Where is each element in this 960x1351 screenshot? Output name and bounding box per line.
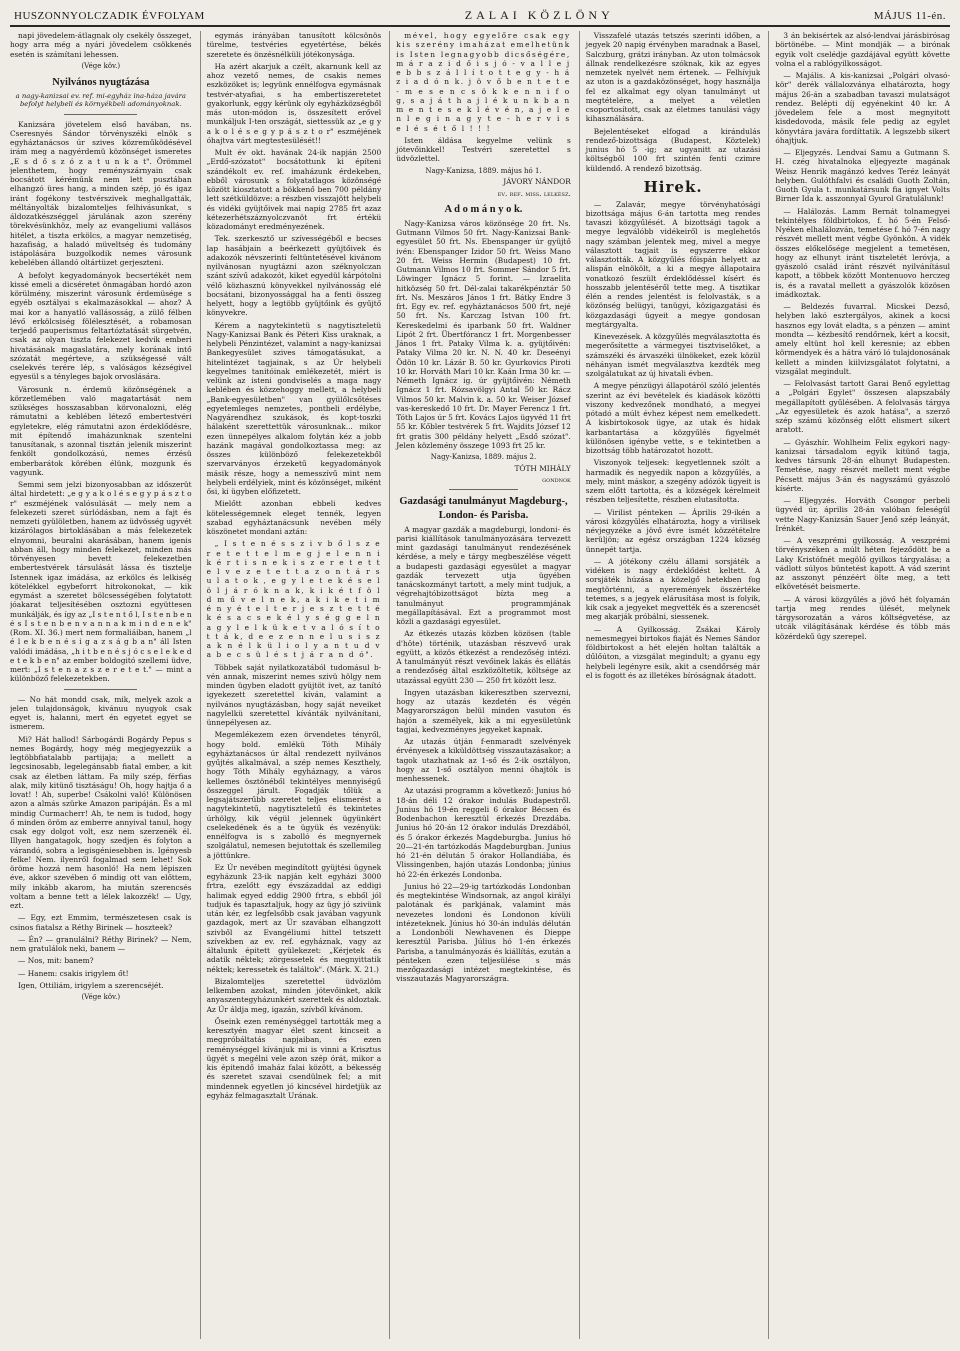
paragraph: Az utazási programm a következő: Junius hó 18-án déli 12 órakor indulás Budapestről. Junius hó 19-én reggeli 6 órakor Bécsen és Bodenbachon keresztül érkezés Drezdába. Junius hó 20-án 12 órakor indulás Drezdából, és 5 órakor érkezés Magdeburgba. Junius hó 20—21-én tartózkodás Magdeburgban. Junius hó 21-én délután 5 órakor Hollandiába, és Vlissingenben, hajón utazás Londonba; június hó 22-én érkezés Londonba. bbox=[396, 786, 571, 879]
news-item: A megye pénzügyi állapotáról szóló jelentés szerint az évi bevételek és kiadások közötti viszony kedvezőnek mondható, a megyei pótadó a múlt évhez képest nem emelkedett. A kisbirtokosok ügye, az utak és hidak karbantartása a közgyűlés figyelmét különösen igénybe vette, s e tekintetben a bizottság több határozatot hozott. bbox=[585, 381, 761, 455]
paragraph: Kanizsára jövetelem első havában, ns. Cseresnyés Sándor törvényszéki elnök s egyháztanácsos úr szives közreműködésével irám meg a nagyérdemü közönséget ismeretes „E s d ő s z ó z a t u n k a t". Örömmel jelenthetem, hogy reményszárnyain csak bocsátott kéréműnk nem lett pusztában elhangzó üres hang, a minden szép, jó és igaz iránt fogékony testvérszivek meghallgatták, méltányolták bizalomteljes felhivásunkat, s áldozatkészséggel járulának azon szerény törekvésünkhöz, mely az evangeliumi vallásos hitélet, a tiszta erkölcs, a magyar nemzetiség, hazafiság, a haladó müveltség és tudomány istápolására buzgolkodik nemes városunk kebelében állandó oltártüzet gerjeszteni. bbox=[10, 119, 192, 268]
paragraph: — Egy, ezt Emmim, természetesen csak is csinos fiatalsz a Réthy Birinek — hoszteek? bbox=[10, 913, 192, 932]
paragraph: Semmi sem jelzi bizonyosabban az időszerüt által hirdetett: „e g y a k o l é s e g y p á s z t o r" eszméjének valósulását — mely nem a felekezeti szeret súrlódásban, nem a fajt és nemzeti gyülöletben, hanem az üdvösség ugyvét kizárólagos birtoklásában a más felekezetek elnyomni, beuralni akarásában, hanem igenis abban áll, hogy minden felekezet, minden más törvényesen bevett felekezetben embertestvérek társulását lássa és tisztelje Istennek igaz imádása, az erkölcs és lelkiség kötelékkel egybeforrt hitrokonokat, — kik egymást a szeretet bölcsességében folytatott jóakarat teljesítésében osztozni együttesen munkálják, és így az „I s t e n t ő l, I s t e n b e n é s I s t e n b e n v a n n a k m i n d e n e k" (Rom. XI. 36.) mert nem formaliáiban, hanem „l é l e k b e n é s i g a z s á g b a n" áll Isten valódi imádása, „h i t b e n é s j ó c s e l e k e d e t e k b e n" az ember boldogitó szellemi üdve, mert: „I s t e n a z s z e r e t e t." — mint a különböző felekezetekben. bbox=[10, 480, 192, 684]
masthead bbox=[10, 6, 950, 27]
news-item: — Majális. A kis-kanizsai „Polgári olvasó-kör" derék vállalozványa elhatározta, hogy május 26-án a szabadban tavaszi mulatságot rendez. Belépti díj egyénekint 40 kr. A jövedelem fele a most megnyitott kisdedovoda, másik fele pedig az egylet könyvtára javára fordíttatik. A legszebb sikert óhajtjuk. bbox=[775, 71, 950, 145]
paragraph: Őseink ezen reménységgel tartották meg a keresztyén magyar élet szent kincseit a megpróbáltatás napjaiban, és ezen reménységgel kívánjuk mi is vinni a Krisztus ügyét s megélni vele azon szép órát, mikor a kis épitendő imaház falai között, a békesség és szeretet szavai csendülnek fel; a mit mindennek egyetlen jó kincsével hirdetjük az egyház felmagasztalt Urának. bbox=[206, 1016, 382, 1100]
paragraph: Isten áldása kegyelme velünk s jótevőinkkel! Testvéri szeretettel s üdvözlettel. bbox=[396, 135, 571, 164]
paragraph: Mielőtt azonban ebbeli kedves kötelességemnek eleget tennék, legyen szabad egyháztanácsunk nevében mély köszönetet mondani aztán: bbox=[206, 499, 382, 536]
divider bbox=[64, 114, 137, 115]
newspaper-title: ZALAI KÖZLÖNY bbox=[464, 8, 614, 22]
news-item: 3 án bekisértek az alsó-lendvai járásbirósag börtönébe. — Mint mondják — a birónak egyik volt cselédje gazdájával együtt követte volna el a rablógyilkosságot. bbox=[775, 31, 950, 68]
column-4 bbox=[579, 31, 761, 1339]
divider bbox=[64, 689, 137, 690]
paragraph: Bejelentéseket elfogad a kirándulás rendező-bizottsága (Budapest, Köztelek) junius hó 5 -ig; az ugyanitt az utazási költségből 100 frt szintén fenti czimre küldendő. A rendező bizottság. bbox=[585, 126, 761, 173]
news-item: — Halálozás. Lamm Bernát tolnamegyei tekintélyes földbirtokos, f. hó 5-én Felső-Nyéken elhalálozván, temetése f. hó 7-én nagy részvét mellett ment végbe Gyönkön. A vidék összes előkelősége megjelent a temetésen, hogy az elhunyt iránt tiszteletét leróvja, a gyászoló család iránt részvét nyilvánításul kapott, a többek között Montenuovo herczeg is, és a ravatal mellett a gyászolók közösen imádkoztak. bbox=[775, 206, 950, 299]
news-item: — A városi közgyűlés a jövő hét folyamán tartja meg rendes ülését, melynek tárgysorozatán a város költségvetése, az utcák világításának kérdése és több más közérdekű ügy szerepel. bbox=[775, 594, 950, 641]
paragraph: Mi? Hát hallod! Sárbogárdi Bogárdy Pepus s nemes Bogárdy, hogy még megjegyezzük a legtöbbfiatalabb partijaja; a mellett a legcsinosabb, legelegánsabb fiatal ember, a kit csak az életben láttam. Fa mily szép, férfias alak, mily kitünő tisztáságu! Oh, hogy hajtja ő a lovat! ! Ah, superbe! Csákolni való! Különösen azon a almás szürke Amazon paripáján. És a ml mindig Curmacherr! Ah, te nem is tudod, hogy ő minden öröm az emberre annyival tanul, hogy csak egy dolgot volt, esz nem szerzenék él. Illyen hangatagok, hogy szedjen és folyton a várandó, sobra a legisgéniesebben is. Igényesb felke! Nem. ilyenről fogalmad sem lehet! Sok öröme hozzá nem hasonló! Ha nem lépiszen éve, akkor szevében ő mindig ott van előttem, mily inkább akarom, ha miután szerencsés voltam a benne tett a lélek lakozzék! — Ugy, ezt. bbox=[10, 734, 192, 911]
signature-role: gondnok bbox=[542, 475, 571, 485]
paragraph: — Hanem: csakis irigylem őt! bbox=[18, 968, 129, 978]
continued-note: (Vége köv.) bbox=[81, 993, 121, 1002]
issue-date: MÁJUS 11-én. bbox=[873, 10, 946, 22]
section-heading: Gazdasági tanulmányut Magdeburg-, London- és Parisba. bbox=[399, 496, 568, 521]
paragraph: A magyar gazdák a magdeburgi, londoni- és parisi kiállítások tanulmányozására tervezett mint gazdasági tanulmányut rendezésének kérdése, a mely e tárgy megbeszélése végett a budapesti gazdasági egyesület a magyar gazdák tervezett utja ügyében tanácskozmányt tartott, a mely mint tudjuk, a végrehajtóbizottságot bízta meg a tanulmányut programmjának megállapításával. Ezt a programmot most közli a gazdasági egyesület. bbox=[396, 524, 571, 627]
news-item: — Felolvasást tartott Garai Benő egylettag a „Polgári Egylet" összesen alapszabály megállapított gyűlésében. A felolvasás tárgya „Az egyesületek és azok hatása", a szerző szép számú közönség előtt elismert sikert aratott. bbox=[775, 379, 950, 435]
news-item: — Gyászhír. Wohlheim Felix egykori nagy-kanizsai társadalom egyik kitünő tagja, kedves társunk 28-án elhunyt Budapesten. Temetése, nagy részvét mellett ment végbe Pécsett május 3-án és nagyszámú gyászoló kísérte. bbox=[775, 437, 950, 493]
signature-name: JÁVORY NÁNDOR bbox=[503, 177, 571, 187]
signature-date: Nagy-Kanizsa, 1889. május 2. bbox=[430, 453, 537, 462]
news-item: — Zalavár, megye törvényhatósági bizottsága május 6-án tartotta meg rendes tavaszi közgyűlését. A bizottsági tagok a megye legválóbb vidékeiről is meglehetős nagy számban jelentek meg, mivel a megye választott tagjait is egyszerre ekkor választották. A közgyűlés főispán helyett az alispán elnökölt, a ki a megye állapotaira vonatkozó feszült érdeklődéssel kísért és hosszabb jelentéséről tette meg. A tisztikar élén a rendes jelentést is felolvasták, s a közönség belügyi, tanügyi, közigazgatási és közgazdasági ügyeit a megye gondosan megtárgyalta. bbox=[585, 199, 761, 329]
paragraph: — No hát mondd csak, mik, melyek azok a jelen tulajdonságok, kivánuu nyugyok csak egyet is, halanni, mert én egyetet egyet se ismerem. bbox=[10, 694, 192, 732]
section-heading: Nyilvános nyugtázása bbox=[52, 76, 150, 88]
paragraph: Nagy-Kanizsa város közönsége 20 frt. Ns. Gutmann Vilmos 50 frt. Nagy-Kanizsai Bank-egyesület 50 frt. Ns. Ebenspanger úr gyüjtő ivén: Ebenspanger Izidor 50 frt. Weiss Mano 20 frt. Weiss Hermin (Budapest) 10 frt. Gutmann Vilmos 10 frt. Sommer Sándor 5 frt. Löwinger Ignácz 5 forint. — Izraelita hitközség 50 frt. Dél-zalai takarékpénztár 50 frt. Ns. Meszáros János 1 frt. Bátky Endre 3 frt. Egy ev. ref. egyháztanácsos 500 frt, nejé 50 frt. Ns. Karczag Istvan 100 frt. Kereskedelmi és iparbank 50 frt. Waldner Lipót 2 frt. Übertfórancz 1 frt. Morgenbesser János 1 frt. Pataky Vilma k. a. gyüjtőivén: Pataky Vilma 20 kr. N. N. 40 kr. Deseényi Ödön 10 kr. Lázár B. 50 kr. Gyurkovics Piroti 10 kr. Horváth Mari 10 kr. Kaán Irma 30 kr. — Németh Ignácz ig. úr gyüjtőivén: Németh Ignácz 1 frt. Rózsavölgyi Antal 50 kr. Rácz Vilmos 50 kr. Malvin k. a. 50 kr. Weiser József vas-kereskedő 10 frt. Dr. Mayer Ferencz 1 frt. Tóth Lajos úr 5 frt. Kovács Lajos ügyvéd 11 frt 55 kr. Kőbler testvérek 5 frt. Wajdits József 12 frt gratis 300 példány helyett „Esdő szózat". Jelen közlemény összege 1093 frt 25 kr. bbox=[396, 218, 571, 450]
paragraph: — Én? — granulálni? Réthy Birinek? — Nem, nem gratulálok neki, banem — bbox=[10, 934, 192, 954]
column-1 bbox=[10, 31, 192, 1339]
paragraph: Az étkezés utazás közben közösen (table d'hôte) történik, utazásban részvevő urak együtt, a közös étkezést a rendezőség intézi. A tanulmányút részt vevőinek lakás és ellátás a rendezőség által eszközöltetik, költsége az utazással együtt 230 — 250 frt között lesz. bbox=[396, 629, 571, 685]
section-heading: Hirek. bbox=[643, 177, 703, 196]
column-5 bbox=[768, 31, 950, 1339]
paragraph: Az utazás útján f-enmaradt szelvények érvényesek a kiküldöttség visszautazásakor; a tagok utazhatnak az 1-ső és 2-ik osztályon, hogy az 1-ső osztályon menni óhajtók is menhessenek. bbox=[396, 737, 571, 784]
paragraph: napi jövedelem-átlagnak oly csekély összeget, hogy arra még a nyári jövedelem csökkenés esetén is számítani lehessen. bbox=[10, 31, 192, 59]
paragraph: Tek. szerkesztő ur szívességéből e becses lap hasábjain a beérkezett gyüjtőivek és adakozók névszerinti feltüntetésével kivánom nyilvánosan nyugtázni azon széknyolczan szánt szívű adakozót, kiket egyedül kárpótolni vélő közhasznú könyvekkel nyilvánosság elé bocsátani, bizonyossággal ha a fenti összeg helyett, hogy a legtöbb gyüjtőink és gyűjtő könyvekre. bbox=[206, 234, 382, 318]
paragraph: Igen, Ottiliám, irigylem a szerencséjét. bbox=[18, 980, 164, 990]
column-3 bbox=[389, 31, 571, 1339]
news-item: — Virilist pénteken — Április 29-ikén a városi közgyűlés elhatározta, hogy a virilisek névjegyzéke a jövő évre ismét közzétételre kerüljön; az egész országban 1224 község ünnepét tartja. bbox=[585, 507, 761, 554]
paragraph: Visszafelé utazás tetszés szerinti időben, a jegyek 20 napig érvényben maradnak a Basel, Salczburg, grátzi irányban. Az uton tolmácsok állnak rendelkezésre szóknak, kik az egyes nemzetek nyelvét nem értenek. — Felhívjuk az uton is a gazdaközönséget, hogy használja fel ez alkalmat egy olyan tanulmányt ut megtételére, a melyet a véletlen csoportosított, csak az életmes tanulási vágy kihasználására. bbox=[585, 31, 761, 124]
news-item: Kinevezések. A közgyűlés megválasztotta és megerősítette a vármegyei tisztviselőket, a számszéki és árvaszéki ülnökeket, ezek közül néhányan ismét megválasztva kezdték meg szolgálatukat az új hivatali évben. bbox=[585, 332, 761, 378]
paragraph: Kérem a nagytekintetü s nagytiszteletü Nagy-Kanizsai Bank és Péteri Kiss uraknak, a helybeli Pénzintézet, valamint a nagy-kanizsai Bankegyesület szives támogatásukat, a hitelintézet tagjainak, s az Úr helybeli kegyelmes tanitóinak emlékezetét, miért is velünk az isteni gondviselés a maga nagy keblében és közzehoggy mellett, a helybeli „Bank-egyesületben" van gyülőlcsőtéses egyetemleges nemzetes, pontbeli erdélybe, Nagyárendhez szukások, és kopt-toszki hálaként szerettettük városunknak... mikor ezen ünnepélyes alkalom folytán kéz a jobb hazánk magával gondolkoztassa meg: az összes különböző felekezetekből szervarványos érzeketű kegyadományok másik része, hogy a nemesszívű mint nem helybeli erdélyiek, mint és közönséget, miként ősi, ki ügyben előfizetett. bbox=[206, 320, 382, 496]
paragraph: Városunk n. érdemü közönségének a körzetlemében való magatartását nem szükséges hosszasabban körvonalozni, elég rámutatni a keblében létező embertestvéri egyletekre, elég rámutatni azon érdeklődésre, mit építendő imaházunknak szentelni tanusítanak, s azonnal tisztán jelenik miszerint fenkölt gondolkozású, nemes érzésü emberbarátok körében élünk, mozgunk és vagyunk. bbox=[10, 384, 192, 477]
paragraph: mével, hogy egyelőre csak egy kis szerény imaházat emelhetünk is Isten legnagyobb dicsőségére, m á r a z i d ő i s j ó - v a l l e j e b b s z á l l í t o t t e g y - h á z i a d ó n k. j ö v ő b e n t e t e - m e s e n c s ö k k e n n i f o g, s a j á t h a j l é k u n k b a n m e n t e s e k l é v é n, a j e l e n l e g i n a g y t e - h e r v i s e l é s é t ő l ! ! ! bbox=[396, 31, 571, 133]
paragraph: Mult év okt. havának 24-ik napján 2500 „Erdő-szózatot" bocsátottunk ki építeni szándékolt ev. ref. imaházunk érdekeben, ebből városunk s folyatatlagos közönségé között kiosztatott a bökkenő ben 700 példány lett szétküldözve: a részben visszajött helybeli és vidéki gyüjtőivek mai napig 2785 frt azaz kétezerhétszáznyolczvanöt frt értékü közadományt eredményezének. bbox=[206, 148, 382, 231]
news-item: — Eljegyzés. Horváth Csongor perbeli ügyvéd úr, április 28-án valóban feleségül vette Nagy-Kanizsán Sauer Jenő szép leányát, Irénkét. bbox=[775, 496, 950, 533]
news-item: — Eljegyzés. Lendvai Samu a Gutmann S. H. czég hivatalnoka eljegyezte magának Weisz Henrik magánzó kedves Teréz leányát helyben. Gulóthfalvi és családi Guoth Zoltán, Guoth Gyula t. munkatársunk fia ignyet Volts Birner Ida k. asszonnyal Gyurol Gratulálunk! bbox=[775, 148, 950, 204]
article-columns bbox=[10, 31, 950, 1339]
paragraph: Ingyen utazásban kikeresztben szervezni, hogy az utazás kezdetén és végén Magyarországon belül minden vasuton és hajón a személyek, kik a mi egyesületünk tagjai, kedvezményes jegyeket kapnak. bbox=[396, 687, 571, 734]
paragraph: — Nos, mit: banem? bbox=[18, 956, 94, 966]
paragraph: „ I s t e n é s s z i v b ő l s z e r e t e t t e l m e g j e l e n n i k é r t i s n e k i s z e r e t e t t e l v e z e t e t t a z o n t á r s u l a t o k , e g y l e t e k é s e l ö l j á r ó k n a k, k i k é t f ö l d m ű v e l n e k, a k i k e t i m é n y é t e l t e r j e s z t e t t é k é s a c s e k é l y s é g g e l n a g y l e l k ü k e t v a l ó s í t o t t á k, d e e z e n n e l u s i s z a k n é l k ü l i o l y a n t u d v a b e c s ü l é s t j á r a n d ó". bbox=[206, 539, 382, 660]
signature-role: ev. ref. miss. lelkész. bbox=[497, 188, 571, 198]
column-2 bbox=[200, 31, 382, 1339]
news-item: — A veszprémi gyilkosság. A veszprémi törvényszéken a múlt héten fejeződött be a Laky Kristófnét megölő gyilkos tárgyalása; a vádlott súlyos büntetést kapott. A vád szerint az asszonyt pénzéért ölte meg, a tett elkövetését beismerte. bbox=[775, 536, 950, 592]
news-item: — A Gyilkosság. Zsákai Károly nemesmegyei birtokos fiaját és Nemes Sándor földbirtokost a hét elején holtan találták a dűlőúton, a vizsgálat megindult; a gyanu egy helybeli legényre esik, akit a csendőrség már el is fogott és az illetékes bíróságnak átadott. bbox=[585, 624, 761, 680]
news-item: — A jótékony czélu állami sorsjáték a vidéken is nagy érdeklődést keltett. A sorsjáték húzása a közelgő hetekben fog megtörténni, a nyeremények összértéke tetemes, s a jegyek elárusítása most is folyik, kik csak a jegyeket megvették és a szerencsét meg akarják próbálni, siessenek. bbox=[585, 556, 761, 622]
paragraph: Ha azért akarjuk a czélt, akarnunk kell az ahoz vezető nemes, de csakis nemes eszközöket is; legyünk ennélfogva egymásnak testvér-atyafiai, s ha embertiszeretetet gyakorlunk, eggy kérünk oly egyházközségből más uton-módon is, összesített erővel munkáljuk I-ten országát, siettessük az „e g y a k o l é s e g y p á s z t o r" eszméjének óhajtva várt megtestesülését!! bbox=[206, 61, 382, 145]
paragraph: Megemlékezem ezen örvendetes tényről, hogy bold. emlékü Tóth Mihály egyháztanácsos úr által rendezett nyilvános gyűjtés alkalmával, a szép nemes Keszthely, hogy Tóth Mihály egyháznagy, a város kellemes ösztönéből tekintélyes mennyiségű összeggel járult. Fogadják tőlük a legsajátszerűbb szeretet teljes elismerést a nagytekintetű, nagytiszteletű és tekintetes úrhölgy, kik végül jelennek ügyünkért cselekedének és a te ügyük és vezényük: ennélfogva is s zabolló és megnyernek szolgálatul, nemesen bejutottak és szellemileg a jöttünkre. bbox=[206, 730, 382, 860]
paragraph: Többek saját nyilatkozatából tudomásul b-vén annak, miszerint nemes szivü hölgy nem minden ügyben eladott gyüjtöt ivet, az tanító igyekezett szeretettel kíván, valamint a nyilvános nyugtázásban, hogy saját neveiket nagylelkü szeretettel kívánták nyilvánítani, ünnepélyesen az. bbox=[206, 662, 382, 727]
volume-label: HUSZONNYOLCZADIK ÉVFOLYAM bbox=[14, 10, 205, 22]
news-item: Viszonyok teljesek: kegyetlennek szólt a harmadik és negyedik napon a közgyűlés, a mely, mint máskor, a szegény adózók ügyeit is szem előtt tartotta, és a községek kérelmeit részben teljesítette, részben elutasította. bbox=[585, 458, 761, 505]
paragraph: Ez Úr nevében megindított gyüjtési ügynek egyházunk 23-ik napján kelt egyházi 3000 frtra, ezelőtt egy évszázaddal az eddigi halimak egyed eddig 2900 frtra, s ebből jól tudjuk és tapasztaljuk, hogy az ügy jó szivünk után kér, ez legfelsőbb csak javában vagyunk gazdagok, mert az Úr szavában elhangzott szivből az Evangéliumi hittel tetszett szívekben az ev. ref. egyháznak, vagy az általunk épitett gyülekezet: „Kérjetek és adatik néktek; zörgessetek és megnyittatik néktek; keressetek és találtok". (Márk. X. 21.) bbox=[206, 862, 382, 974]
divider bbox=[449, 489, 519, 490]
paragraph: Bizalomteljes szeretettel üdvözlöm lelkemben azokat, minden jótevőinket, akik anyaszentegyházunkért szerettek és aldoztak. Az Úr áldja meg, igazán, szívből kívánom. bbox=[206, 976, 382, 1014]
paragraph: Junius hó 22—29-ig tartózkodás Londonban és megtekintése Windsornak, az angol királyi palotának és parkjának, valamint más nevezetes londoni és Londonon kívüli intézeteknek. Június hó 30-án indulás délután a Londonbóli Newhavenen és Dieppe keresztül Parisba. Július hó 1-én érkezés Parisba, a tanulmányozás és kiállítás, ezután a pénteken ezen teljesülése s más mezőgazdasági intézet megtekintése, és visszautazás Magyarországra. bbox=[396, 881, 571, 984]
signature-name: TÓTH MIHÁLY bbox=[514, 463, 571, 473]
signature-date: Nagy-Kanizsa, 1889. május hó 1. bbox=[425, 166, 542, 175]
continued-note: (Vége köv.) bbox=[81, 61, 121, 70]
news-item: — Beldezés fuvarral. Micskei Dezső, helyben lakó esztergályos, akinek a kocsi hasznos egy lovát eladta, s a pénzen — amint mondta — kézbesítő rendőrnek, kért a kocsit, amely eltünt hol kell keresnie; az ebben körmendyek és a hátra váró ló tulajdonosának kellett a minden kiilvizsgálatot folytatni, a vizsgálat megindult. bbox=[775, 302, 950, 376]
section-heading: A d o m á n y o k. bbox=[444, 203, 523, 215]
paragraph: A befolyt kegyadományok becsertékét nem kissé emeli a dicséretet önmagában hordó azon körülmény, miszerint városunk érdemüsége s egyéb osztályai s ekalmazásokkal — ahoz? A mai kor a hanyatló vallásosság, a zülő félben lévő erkölcsiség fölélesztését, a robamosan terjedő pauperismus feltartóztatását sürgetvén, csak az olyan tiszta felekezet kedvik emberi hivatásának magaslatára, mely korának intő szózatát megérteve, a szükségessé vált cselekvés terére lép, s valóságos kézségivel egyesül s a tényleges bajok orvoslására. bbox=[10, 270, 192, 382]
paragraph: egymás irányában tanusított kölcsönös türelme, testvéries egyetértése, békés szeretete és önzésnélküli jótékonysága. bbox=[206, 31, 382, 59]
section-subheading: a nagy-kanizsai ev. ref. mi-egyház ina-háza javára befolyt helybeli és környékbeli adományoknak. bbox=[15, 91, 186, 109]
